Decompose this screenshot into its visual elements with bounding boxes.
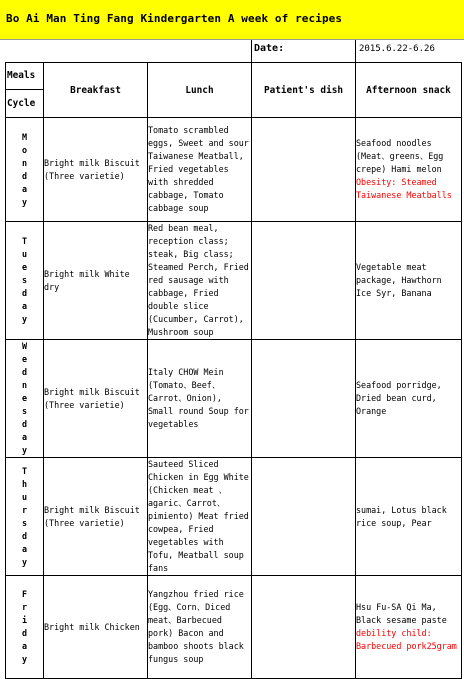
day-name: Wednesday — [21, 341, 28, 455]
title-bar — [0, 0, 464, 40]
breakfast-cell: Bright milk Chicken — [44, 576, 148, 679]
day-cell — [6, 118, 44, 222]
snack-text: sumai, Lotus black rice soup, Pear — [356, 504, 447, 528]
cycle-label: Cycle — [7, 98, 36, 109]
breakfast-cell: Bright milk Biscuit (Three varietie) — [44, 118, 148, 222]
patient-dish-cell — [252, 458, 356, 576]
table-row — [6, 576, 462, 679]
meals-label: Meals — [7, 70, 36, 81]
afternoon-snack-cell — [356, 576, 462, 679]
lunch-header: Lunch — [148, 63, 252, 118]
document-title: Bo Ai Man Ting Fang Kindergarten A week of recipes — [6, 12, 343, 25]
date-value: 2015.6.22-6.26 — [359, 44, 435, 54]
meals-cycle-divider — [6, 89, 43, 90]
breakfast-cell: Bright milk White dry — [44, 222, 148, 340]
meals-cycle-header — [6, 63, 44, 118]
patient-dish-cell — [252, 576, 356, 679]
day-cell — [6, 340, 44, 458]
breakfast-header: Breakfast — [44, 63, 148, 118]
header-row — [6, 63, 462, 118]
recipe-table — [5, 62, 462, 679]
lunch-cell: Yangzhou fried rice (Egg、Corn、Diced meat、Barbecued pork) Bacon and bamboo shoots black fungus soup — [148, 576, 252, 679]
afternoon-snack-header: Afternoon snack — [356, 63, 462, 118]
lunch-cell: Tomato scrambled eggs, Sweet and sour Taiwanese Meatball, Fried vegetables with shredded cabbage, Tomato cabbage soup — [148, 118, 252, 222]
breakfast-cell: Bright milk Biscuit (Three varietie) — [44, 340, 148, 458]
day-name: Friday — [21, 589, 28, 664]
afternoon-snack-cell — [356, 458, 462, 576]
lunch-cell: Sauteed Sliced Chicken in Egg White (Chicken meat 、agaric、Carrot、pimiento) Meat fried cowpea, Fried vegetables with Tofu, Meatball soup fans — [148, 458, 252, 576]
table-row — [6, 222, 462, 340]
patient-dish-cell — [252, 118, 356, 222]
snack-text: Seafood noodles (Meat、greens、Egg crepe) Hami melon — [356, 138, 444, 174]
patient-dish-cell — [252, 340, 356, 458]
day-name: Thursday — [21, 465, 28, 567]
snack-text: Vegetable meat package, Hawthorn Ice Syr, Banana — [356, 262, 442, 298]
day-cell — [6, 576, 44, 679]
special-diet-note: debility child: Barbecued pork25gram — [356, 628, 457, 651]
date-divider — [355, 40, 356, 62]
date-label: Date: — [254, 43, 285, 54]
patient-dish-cell — [252, 222, 356, 340]
day-cell — [6, 222, 44, 340]
breakfast-cell: Bright milk Biscuit (Three varietie) — [44, 458, 148, 576]
table-row — [6, 458, 462, 576]
table-row — [6, 340, 462, 458]
snack-text: Seafood porridge, Dried bean curd, Orange — [356, 380, 442, 416]
snack-text: Hsu Fu-SA Qi Ma, Black sesame paste — [356, 602, 447, 625]
lunch-cell: Italy CHOW Mein (Tomato、Beef、Carrot、Onion), Small round Soup for vegetables — [148, 340, 252, 458]
day-name: Monday — [21, 131, 28, 207]
special-diet-note: Obesity: Steamed Taiwanese Meatballs — [356, 177, 452, 200]
afternoon-snack-cell — [356, 222, 462, 340]
day-name: Tuesday — [21, 236, 28, 324]
afternoon-snack-cell — [356, 118, 462, 222]
day-cell — [6, 458, 44, 576]
patient-dish-header: Patient's dish — [252, 63, 356, 118]
date-divider — [251, 40, 252, 62]
afternoon-snack-cell — [356, 340, 462, 458]
table-row — [6, 118, 462, 222]
lunch-cell: Red bean meal, reception class; steak, Big class; Steamed Perch, Fried red sausage with cabbage, Fried double slice (Cucumber, Carrot), Mushroom soup — [148, 222, 252, 340]
